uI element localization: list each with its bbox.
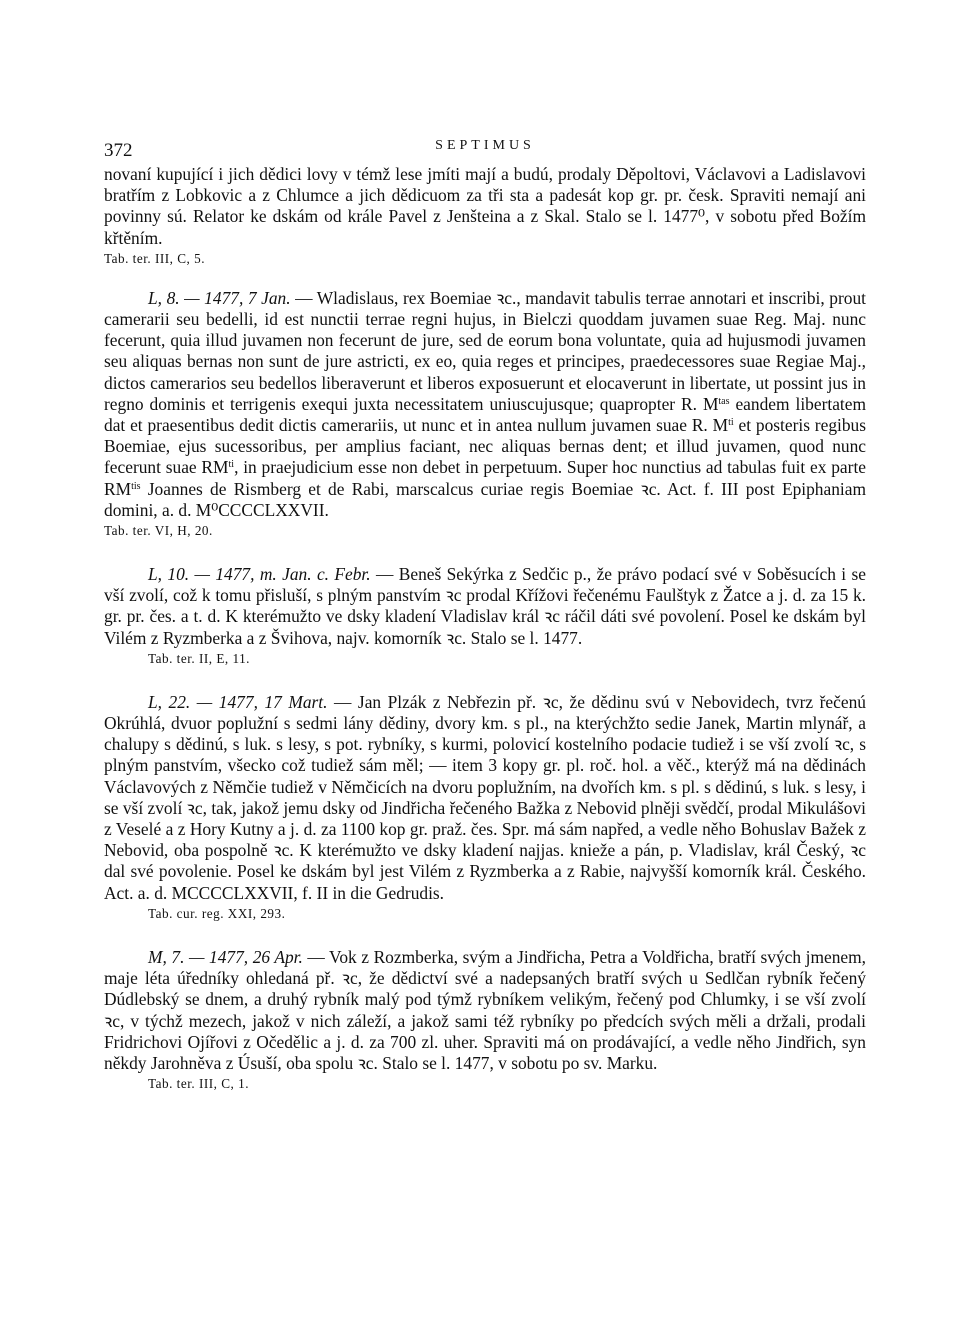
source-reference: Tab. ter. III, C, 1. (148, 1076, 249, 1092)
document-page (104, 130, 866, 1093)
entry-date: L, 8. — 1477, 7 Jan. (148, 287, 291, 308)
entry-text: novaní kupující i jich dědici lovy v témž lese jmíti mají a budú, prodaly Děpoltovi, Václavovi a Ladislavovi bratřím z Lobkovic a z Chlumce a jich dědicuom za tři sta a padesát kop gr. pr. česk. Spraviti nemají ani povinny sú. Relator ke dskám od krále Pavel z Jenšteina a z Skal. Stalo se l. 1477⁰, v sobotu před Božím křtěním. (104, 164, 866, 248)
entry-date: M, 7. — 1477, 26 Apr. (148, 946, 303, 967)
entry-date: L, 10. — 1477, m. Jan. c. Febr. (148, 564, 371, 585)
entry-text-part: — Wladislaus, rex Boemiae ꝛc., mandavit tabulis terrae annotari et inscribi, prout camerarii seu bedelli, id est nunctii terrae regni hujus, in Bielczi quoddam juvamen suae Reg. Maj. nunc fecerunt, quia illud juvamen non fecerunt de jure, sed de eorum bona voluntate, quia ad hujusmodi juvamen seu aliquas bernas non sunt de jure astricti, ex eo, quia reges et principes, praedecessores suae Regiae Maj., dictos camerarios seu bedellos liberaverunt et liberos exposuerunt et elocaverunt in libertate, ut possint jus in regno dominis et terrigenis exequi juxta necessitatem uniuscujusque; quapropter R. M (104, 287, 866, 414)
entry-text: — Vok z Rozmberka, svým a Jindřicha, Petra a Voldřicha, bratří svých jmenem, maje léta úředníky ohledaná př. ꝛc, že dědictví své a nadepsaných bratří svých u Sedlčan rybník řečený Dúdlebský se dnem, a druhý rybník malý pod týmž rybníkem velikým, řečený pod Chlumky, i se vší zvolí ꝛc, v týchž mezech, jakož v nich záleží, a jakož sami též rybníky po předcích svých měli a držali, prodali Fridrichovi Ojířovi z Očedělic a j. d. za 700 zl. uher. Spraviti má on prodávající, a vedle něho Jindřich, syn někdy Jarohněva z Úsuší, oba spolu ꝛc. Stalo se l. 1477, v sobotu po sv. Marku. (104, 946, 866, 1073)
entry-date: L, 22. — 1477, 17 Mart. (148, 691, 328, 712)
page-number: 372 (104, 140, 133, 161)
entry-text-part: Joannes de Rismberg et de Rabi, marscalcus curiae regis Boemiae ꝛc. Act. f. III post Epiphaniam domini, a. d. M⁰CCCCLXXVII. (104, 478, 866, 520)
source-reference: Tab. ter. VI, H, 20. (104, 523, 213, 539)
abbreviation-superscript: tas (718, 395, 730, 407)
abbreviation-superscript: tis (131, 480, 141, 492)
entry-text-part: , in praejudicium esse non debet in perpetuum. Super hoc nunctius ad tabulas fuit ex parte RM (104, 457, 866, 499)
entry-paragraph (104, 947, 866, 1074)
abbreviation-superscript: ti (728, 417, 734, 429)
abbreviation-superscript: ti (228, 459, 235, 471)
entry-paragraph (104, 564, 866, 649)
source-reference: Tab. ter. III, C, 5. (104, 250, 205, 266)
running-head: SEPTIMUS (435, 138, 535, 153)
entry-text-part: eandem libertatem dat et praesentibus dedit dictis camerariis, ut nunc et in antea nullum juvamen suae R. M (104, 393, 866, 436)
page-header (104, 130, 866, 164)
entry-text: — Beneš Sekýrka z Sedčic p., že právo podací své v Soběsucích i se vší zvolí, což k tomu přisluší, s plným panstvím ꝛc prodal Křížovi řečenému Faulštyk z Žatce a j. d. za 15 k. gr. pr. čes. a t. d. K kterémužto ve dsky kladení Vladislav král ꝛc ráčil dáti své povolení. Posel ke dskám byl Vilém z Ryzmberka a z Švihova, najv. komorník ꝛc. Stalo se l. 1477. (104, 564, 866, 648)
entry-text: — Jan Plzák z Nebřezin př. ꝛc, že dědinu svú v Nebovidech, tvrz řečenú Okrúhlá, dvuor poplužní s sedmi lány dědiny, dvory km. s pl., na kterýchžto sedie Janek, Martin mlynář, a chalupy s dědinú, s luk. s lesy, s pot. rybníky, s kurmi, polovicí kostelního podacie tudiež i se vší zvolí ꝛc, s plným panstvím, všecko což tudiež sám měl; — item 3 kopy gr. pl. roč. hol. a věč., kterýž má na dědinách Václavových z Němčie tudiež v Němčicích na dvoru poplužním, na dvořích km. s pl. s dědinú, s luk. s lesy, i se vší zvolí ꝛc, tak, jakož jemu dsky od Jindřicha řečeného Bažka z Nebovid plněji svědčí, prodal Mikulášovi z Veselé a z Hory Kutny a j. d. za 1100 kop gr. praž. čes. Spr. má sám napřed, a vedle něho Bohuslav Bažek z Nebovid, oba pospolně ꝛc. K kterémužto ve dsky kladení najjas. knieže a pán, p. Vladislav, král Český, ꝛc dal své povolenie. Posel ke dskám byl jest Vilém z Ryzmberka a z Rabie, najvyšší komorník král. Českého. Act. a. d. MCCCCLXXVII, f. II in die Gedrudis. (104, 691, 866, 903)
entry-paragraph (104, 288, 866, 521)
entry-text-part: et posteris regibus Boemiae, ejus sucessoribus, per amplius faciant, nec aliquas bernas dent; et illud juvamen, quod nunc fecerunt suae RM (104, 415, 867, 478)
source-reference: Tab. cur. reg. XXI, 293. (148, 905, 286, 921)
source-reference: Tab. ter. II, E, 11. (148, 650, 250, 666)
entry-paragraph (104, 692, 866, 904)
